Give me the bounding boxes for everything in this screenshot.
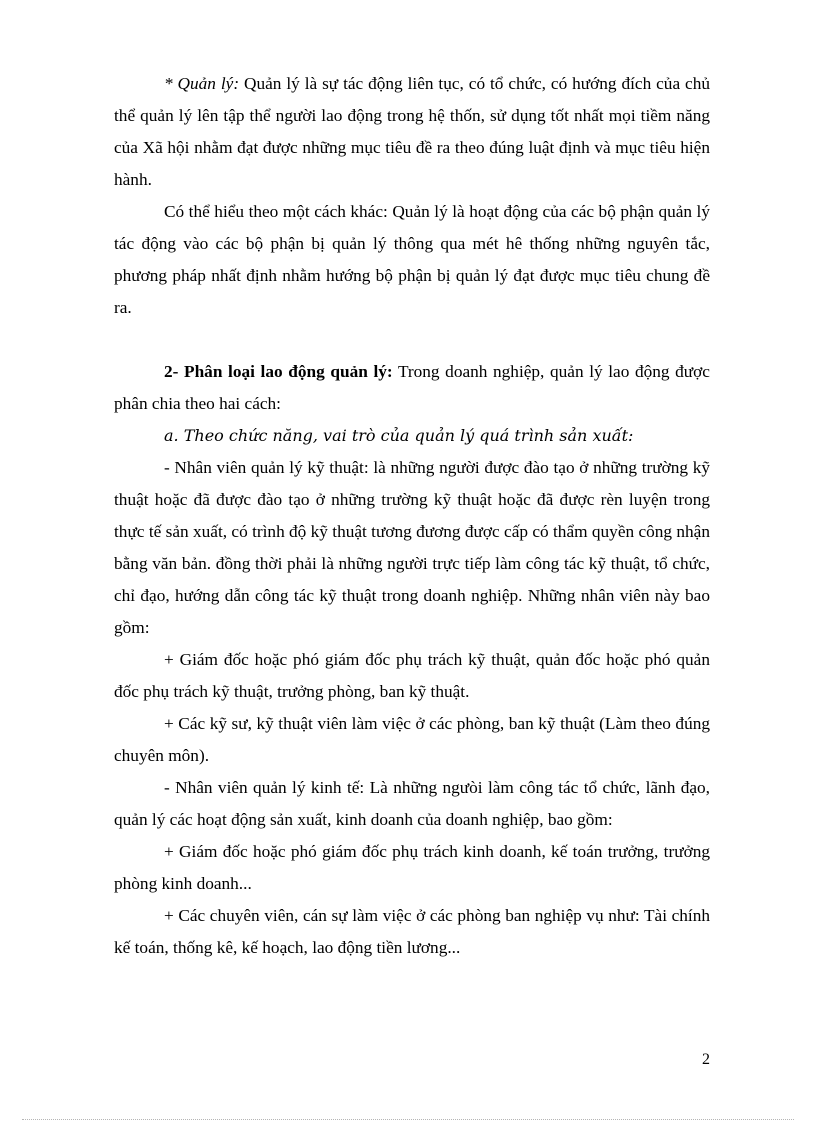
list-item-specialists — [114, 900, 710, 964]
list-item-technical-directors — [114, 644, 710, 708]
paragraph-text: Trong doanh nghiệp, quản lý lao động được phân chia theo hai cách: — [114, 362, 710, 413]
paragraph-management-definition — [114, 68, 710, 196]
paragraph-economic-staff — [114, 772, 710, 836]
subsection-heading-a — [114, 420, 710, 452]
list-item-engineers — [114, 708, 710, 772]
paragraph-text: Quản lý là sự tác động liên tục, có tổ chức, có hướng đích của chủ thể quản lý lên tập thể người lao động trong hệ thốn, sử dụng tốt nhất mọi tiềm năng của Xã hội nhằm đạt được những mục tiêu đề ra theo đúng luật định và mục tiêu hiện hành. — [114, 74, 710, 189]
paragraph-text: Có thể hiểu theo một cách khác: Quản lý là hoạt động của các bộ phận quản lý tác động vào các bộ phận bị quản lý thông qua mét hê thống những nguyên tắc, phương pháp nhất định nhằm hướng bộ phận bị quản lý đạt được mục tiêu chung đề ra. — [114, 202, 710, 317]
term-quan-ly: * Quản lý: — [164, 74, 240, 93]
document-body — [114, 68, 710, 964]
subsection-title: a. Theo chức năng, vai trò của quản lý quá trình sản xuất: — [164, 426, 634, 445]
paragraph-text: + Giám đốc hoặc phó giám đốc phụ trách kinh doanh, kế toán trưởng, trưởng phòng kinh doanh... — [114, 842, 710, 893]
paragraph-alternative-definition — [114, 196, 710, 324]
page-bottom-divider — [22, 1119, 794, 1120]
list-lead: - Nhân viên quản lý kỹ thuật: — [164, 458, 369, 477]
paragraph-text: là những người được đào tạo ở những trường kỹ thuật hoặc đã được đào tạo ở những trường kỹ thuật hoặc đã được rèn luyện trong thực tế sản xuất, có trình độ kỹ thuật tương đương được cấp có thẩm quyền công nhận bằng văn bản. đồng thời phải là những người trực tiếp làm công tác kỹ thuật, tổ chức, chỉ đạo, hướng dẫn công tác kỹ thuật trong doanh nghiệp. Những nhân viên này bao gồm: — [114, 458, 710, 637]
list-lead: - Nhân viên quản lý kinh tế: — [164, 778, 365, 797]
paragraph-text: Là những ngưòi làm công tác tổ chức, lãnh đạo, quản lý các hoạt động sản xuất, kinh doanh của doanh nghiệp, bao gồm: — [114, 778, 710, 829]
section-heading-classification — [114, 356, 710, 420]
section-title: 2- Phân loại lao động quản lý: — [164, 362, 393, 381]
paragraph-technical-staff — [114, 452, 710, 644]
list-item-business-directors — [114, 836, 710, 900]
page-number: 2 — [702, 1051, 710, 1068]
paragraph-text: + Các kỹ sư, kỹ thuật viên làm việc ở các phòng, ban kỹ thuật (Làm theo đúng chuyên môn). — [114, 714, 710, 765]
paragraph-text: + Các chuyên viên, cán sự làm việc ở các phòng ban nghiệp vụ như: Tài chính kế toán, thống kê, kế hoạch, lao động tiền lương... — [114, 906, 710, 957]
paragraph-text: + Giám đốc hoặc phó giám đốc phụ trách kỹ thuật, quản đốc hoặc phó quản đốc phụ trách kỹ thuật, trưởng phòng, ban kỹ thuật. — [114, 650, 710, 701]
